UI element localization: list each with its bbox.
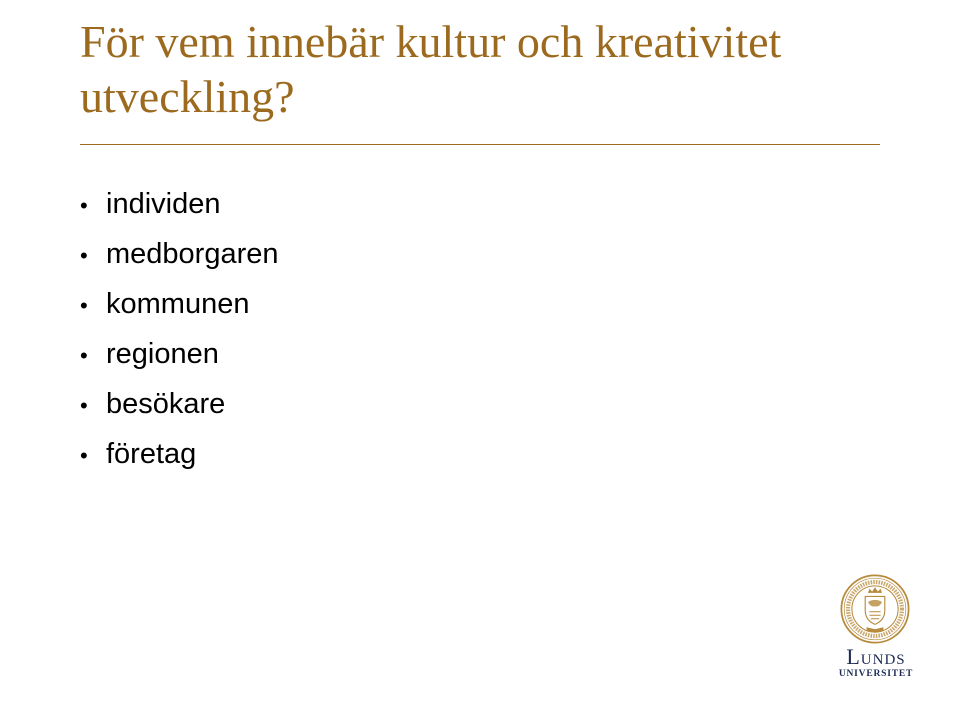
- bullet-text: kommunen: [106, 288, 250, 320]
- bullet-item-foretag: [80, 430, 279, 480]
- bullet-icon: •: [80, 443, 88, 468]
- bullet-text: företag: [106, 438, 197, 470]
- bullet-icon: •: [80, 293, 88, 318]
- lund-university-logo: [830, 574, 922, 684]
- logo-wordmark: [830, 646, 922, 680]
- slide-title: [80, 14, 900, 124]
- slide-title-line-2: utveckling?: [80, 71, 295, 122]
- bullet-item-individen: [80, 180, 279, 230]
- bullet-icon: •: [80, 393, 88, 418]
- university-seal-icon: [840, 574, 910, 644]
- slide-title-line-1: För vem innebär kultur och kreativitet: [80, 16, 782, 67]
- bullet-text: individen: [106, 188, 221, 220]
- bullet-item-medborgaren: [80, 230, 279, 280]
- bullet-icon: •: [80, 343, 88, 368]
- bullet-text: medborgaren: [106, 238, 279, 270]
- title-divider: [80, 144, 880, 145]
- bullet-item-besokare: [80, 380, 279, 430]
- bullet-item-kommunen: [80, 280, 279, 330]
- bullet-list: [80, 180, 279, 480]
- bullet-item-regionen: [80, 330, 279, 380]
- logo-subtitle: UNIVERSITET: [838, 669, 914, 679]
- bullet-text: regionen: [106, 338, 219, 370]
- logo-name: Lunds: [846, 644, 906, 669]
- bullet-text: besökare: [106, 388, 226, 420]
- bullet-icon: •: [80, 193, 88, 218]
- bullet-icon: •: [80, 243, 88, 268]
